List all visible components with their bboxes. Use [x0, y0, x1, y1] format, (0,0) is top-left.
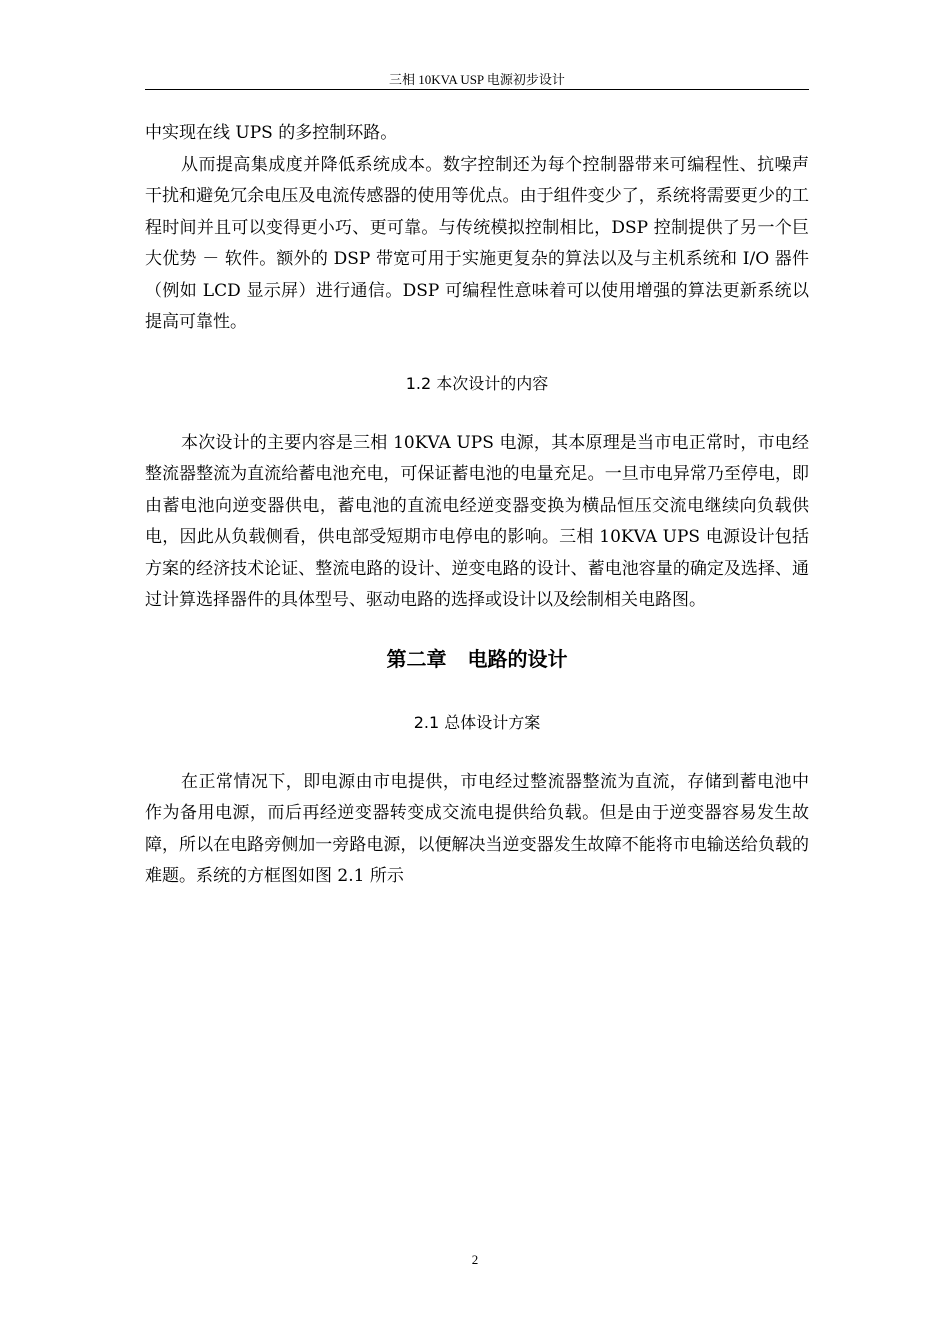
chapter-heading-2: 第二章 电路的设计 — [386, 646, 568, 671]
paragraph-dsp-advantages: 从而提高集成度并降低系统成本。数字控制还为每个控制器带来可编程性、抗噪声干扰和避免冗余电压及电流传感器的使用等优点。由于组件变少了，系统将需要更少的工程时间并且可以变得更小巧、更可靠。与传统模拟控制相比，DSP 控制提供了另一个巨大优势 － 软件。额外的 DSP 带宽可用于实施更复杂的算法以及与主机系统和 I/O 器件（例如 LCD 显示屏）进行通信。DSP 可编程性意味着可以使用增强的算法更新系统以提高可靠性。 — [145, 154, 809, 332]
continuation-paragraph: 中实现在线 UPS 的多控制环路。 — [145, 123, 398, 143]
paragraph-design-content: 本次设计的主要内容是三相 10KVA UPS 电源，其本原理是当市电正常时，市电经整流器整流为直流给蓄电池充电，可保证蓄电池的电量充足。一旦市电异常乃至停电，即由蓄电池向逆变器供电，蓄电池的直流电经逆变器变换为横品恒压交流电继续向负载供电，因此从负载侧看，供电部受短期市电停电的影响。三相 10KVA UPS 电源设计包括方案的经济技术论证、整流电路的设计、逆变电路的设计、蓄电池容量的确定及选择、通过计算选择器件的具体型号、驱动电路的选择或设计以及绘制相关电路图。 — [145, 432, 809, 610]
section-heading-2-1: 2.1 总体设计方案 — [413, 712, 541, 732]
paragraph-overall-scheme: 在正常情况下，即电源由市电提供，市电经过整流器整流为直流，存储到蓄电池中作为备用电源，而后再经逆变器转变成交流电提供给负载。但是由于逆变器容易发生故障，所以在电路旁侧加一旁路电源，以便解决当逆变器发生故障不能将市电输送给负载的难题。系统的方框图如图 2.1 所示 — [145, 771, 809, 886]
running-header: 三相 10KVA USP 电源初步设计 — [145, 72, 809, 90]
page-content — [145, 118, 809, 893]
page-number: 2 — [471, 1252, 479, 1267]
section-heading-1-2: 1.2 本次设计的内容 — [405, 373, 549, 393]
